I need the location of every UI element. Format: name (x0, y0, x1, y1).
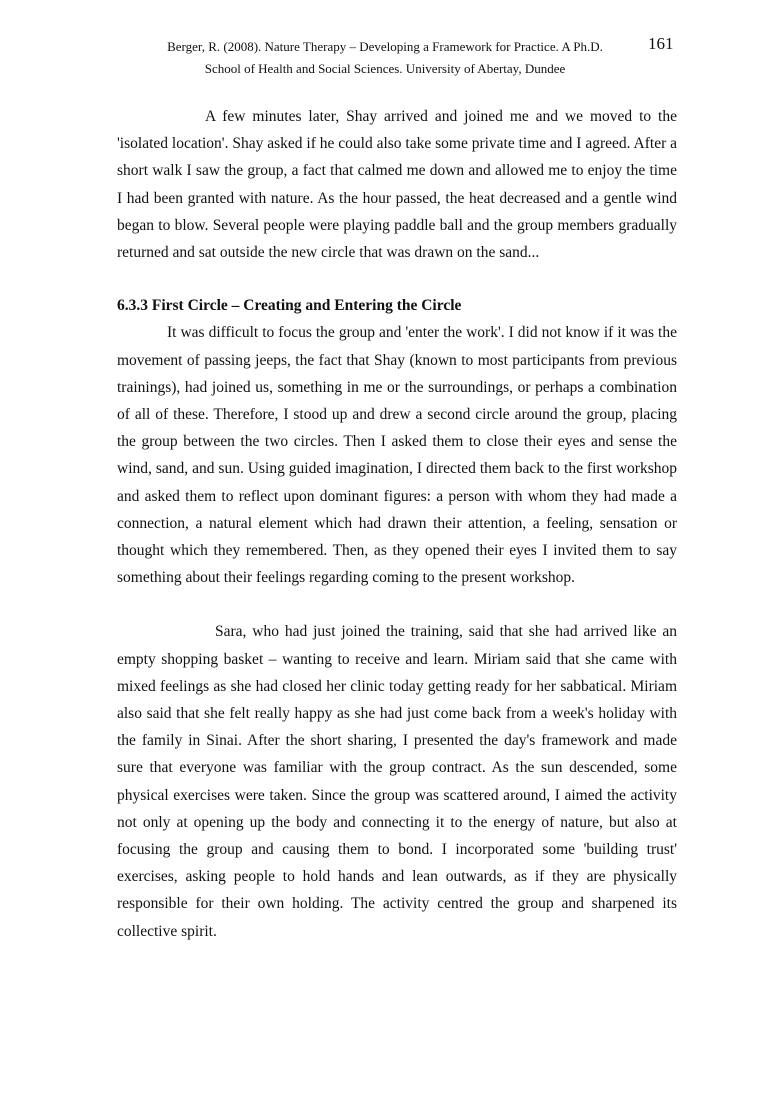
paragraph-1: A few minutes later, Shay arrived and joined me and we moved to the 'isolated location'. Shay asked if he could also take some private time and I agreed. After a short walk I saw the group, a fact that calmed me down and allowed me to enjoy the time I had been granted with nature. As the hour passed, the heat decreased and a gentle wind began to blow. Several people were playing paddle ball and the group members gradually returned and sat outside the new circle that was drawn on the sand... (117, 108, 677, 262)
paragraph-2: It was difficult to focus the group and 'enter the work'. I did not know if it was the movement of passing jeeps, the fact that Shay (known to most participants from previous trainings), had joined us, something in me or the surroundings, or perhaps a combination of all of these. Therefore, I stood up and drew a second circle around the group, placing the group between the two circles. Then I asked them to close their eyes and sense the wind, sand, and sun. Using guided imagination, I directed them back to the first workshop and asked them to reflect upon dominant figures: a person with whom they had made a connection, a natural element which had drawn their attention, a feeling, sensation or thought which they remembered. Then, as they opened their eyes I invited them to say something about their feelings regarding coming to the present workshop. (117, 324, 677, 587)
section-heading: 6.3.3 First Circle – Creating and Entering the Circle (117, 297, 462, 315)
body-text (117, 103, 677, 945)
citation-line-1: Berger, R. (2008). Nature Therapy – Developing a Framework for Practice. A Ph.D. (167, 39, 603, 54)
citation-line-2: School of Health and Social Sciences. University of Abertay, Dundee (204, 61, 566, 76)
page-number: 161 (648, 34, 674, 53)
paragraph-3: Sara, who had just joined the training, said that she had arrived like an empty shopping basket – wanting to receive and learn. Miriam said that she came with mixed feelings as she had closed her clinic today getting ready for her sabbatical. Miriam also said that she felt really happy as she had just come back from a week's holiday with the family in Sinai. After the short sharing, I presented the day's framework and made sure that everyone was familiar with the group contract. As the sun descended, some physical exercises were taken. Since the group was scattered around, I aimed the activity not only at opening up the body and connecting it to the energy of nature, but also at focusing the group and causing them to bond. I incorporated some 'building trust' exercises, asking people to hold hands and lean outwards, as if they are physically responsible for their own holding. The activity centred the group and sharpened its collective spirit. (117, 623, 677, 940)
running-header (150, 36, 620, 80)
